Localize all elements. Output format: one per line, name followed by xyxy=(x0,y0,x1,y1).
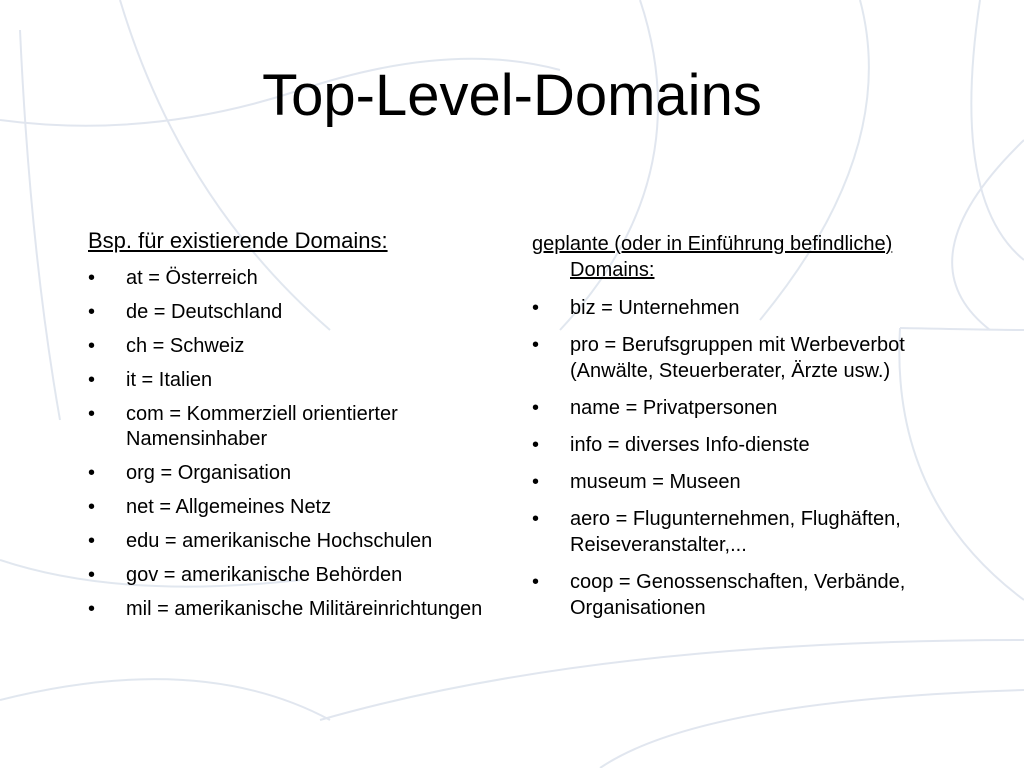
planned-domains-list xyxy=(532,295,972,621)
list-item-text: coop = Genossenschaften, Verbände, Organisationen xyxy=(570,571,906,619)
list-item xyxy=(88,334,508,359)
list-item xyxy=(532,432,972,458)
planned-domains-column xyxy=(532,228,972,632)
list-item xyxy=(88,368,508,393)
existing-domains-column xyxy=(88,228,508,631)
list-item xyxy=(532,569,972,621)
list-item xyxy=(88,402,508,452)
bullet-icon: • xyxy=(532,297,540,319)
planned-domains-heading: geplante (oder in Einführung befindliche) Domains: xyxy=(532,233,893,281)
list-item-text: org = Organisation xyxy=(126,462,292,484)
existing-domains-heading: Bsp. für existierende Domains: xyxy=(88,228,388,253)
bullet-icon: • xyxy=(88,530,96,552)
bullet-icon: • xyxy=(88,564,96,586)
bullet-icon: • xyxy=(532,397,540,419)
bullet-icon: • xyxy=(532,334,540,356)
bullet-icon: • xyxy=(88,301,96,323)
existing-domains-list xyxy=(88,266,508,622)
list-item-text: at = Österreich xyxy=(126,267,258,289)
list-item xyxy=(532,295,972,321)
list-item xyxy=(532,395,972,421)
list-item-text: edu = amerikanische Hochschulen xyxy=(126,530,433,552)
list-item-text: name = Privatpersonen xyxy=(570,397,778,419)
bullet-icon: • xyxy=(88,598,96,620)
list-item xyxy=(532,506,972,558)
bullet-icon: • xyxy=(88,496,96,518)
list-item-text: museum = Museen xyxy=(570,471,741,493)
list-item-text: ch = Schweiz xyxy=(126,335,245,357)
bullet-icon: • xyxy=(532,508,540,530)
list-item xyxy=(88,597,508,622)
list-item-text: aero = Flugunternehmen, Flughäften, Reiseveranstalter,... xyxy=(570,508,901,556)
list-item xyxy=(88,461,508,486)
list-item xyxy=(532,332,972,384)
list-item-text: de = Deutschland xyxy=(126,301,283,323)
bullet-icon: • xyxy=(532,471,540,493)
list-item xyxy=(88,495,508,520)
list-item-text: biz = Unternehmen xyxy=(570,297,740,319)
bullet-icon: • xyxy=(532,434,540,456)
bullet-icon: • xyxy=(88,403,96,425)
list-item xyxy=(88,529,508,554)
list-item xyxy=(88,300,508,325)
list-item-text: info = diverses Info-dienste xyxy=(570,434,810,456)
list-item-text: net = Allgemeines Netz xyxy=(126,496,332,518)
list-item-text: gov = amerikanische Behörden xyxy=(126,564,403,586)
list-item-text: com = Kommerziell orientierter Namensinhaber xyxy=(126,403,398,450)
list-item xyxy=(532,469,972,495)
bullet-icon: • xyxy=(88,462,96,484)
bullet-icon: • xyxy=(532,571,540,593)
list-item-text: pro = Berufsgruppen mit Werbeverbot (Anwälte, Steuerberater, Ärzte usw.) xyxy=(570,334,905,382)
bullet-icon: • xyxy=(88,267,96,289)
list-item-text: mil = amerikanische Militäreinrichtungen xyxy=(126,598,483,620)
list-item xyxy=(88,563,508,588)
bullet-icon: • xyxy=(88,335,96,357)
bullet-icon: • xyxy=(88,369,96,391)
slide-title: Top-Level-Domains xyxy=(262,63,762,128)
list-item xyxy=(88,266,508,291)
list-item-text: it = Italien xyxy=(126,369,213,391)
